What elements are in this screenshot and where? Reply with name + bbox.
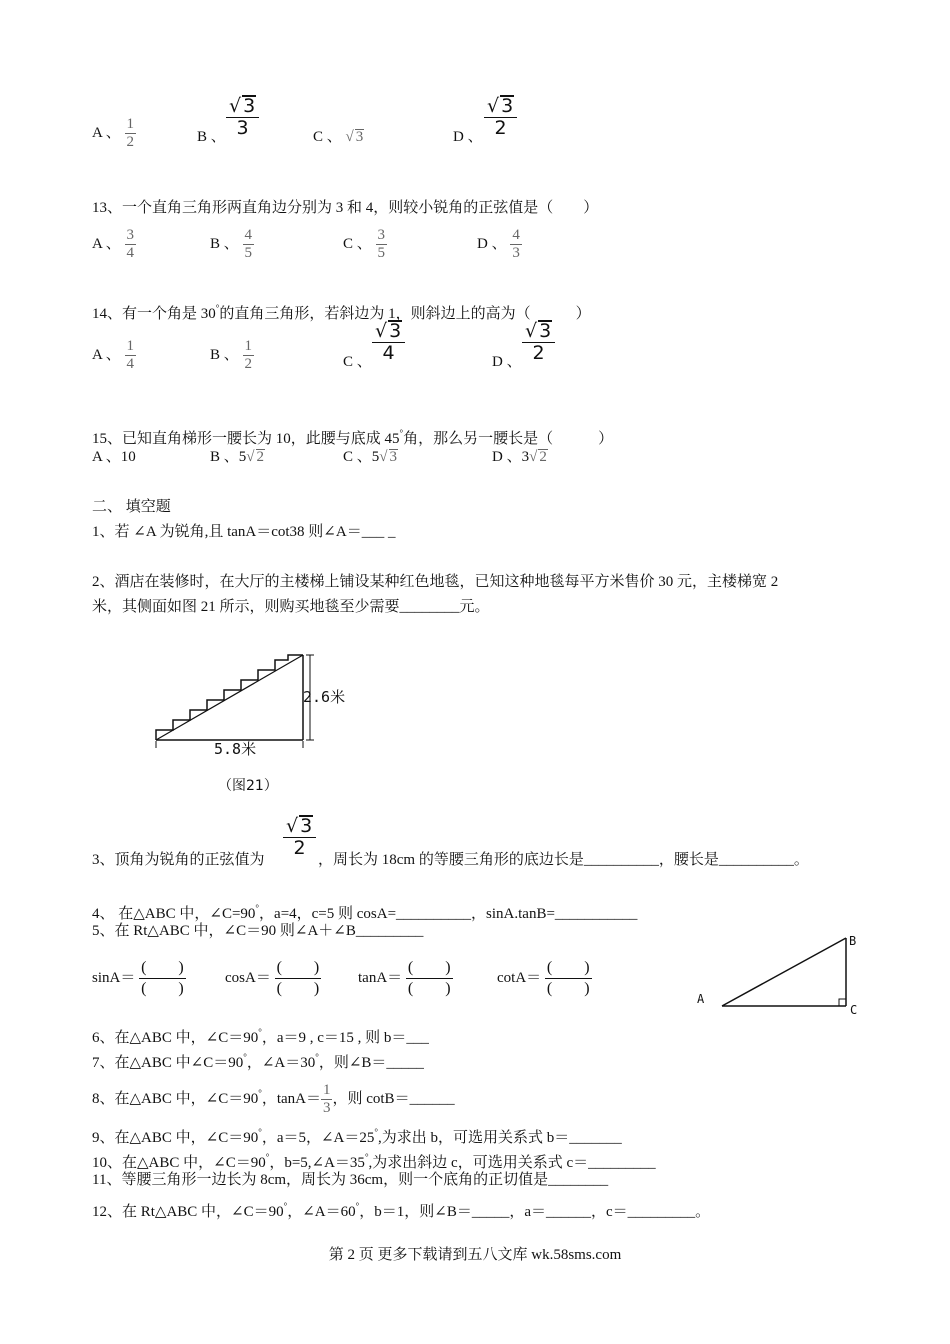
figure-base-label: 5.8米 (214, 740, 257, 758)
fill-8: 8、在△ABC 中，∠C＝90°，tanA＝ $\frac{1}{3}$ ，则 cotB＝______ (92, 1082, 455, 1117)
fill-4: 4、 在△ABC 中，∠C=90°，a=4，c=5 则 cosA=__________，sinA.tanB=___________ (92, 903, 638, 922)
fill-3-post: ，周长为 18cm 的等腰三角形的底边长是__________，腰长是__________。 (318, 852, 809, 868)
q12-option-c: C 、 √ 3 (313, 129, 364, 145)
fill-9: 9、在△ABC 中，∠C＝90°，a＝5，∠A＝25°,为求出 b，可选用关系式 b＝_______ (92, 1127, 622, 1146)
figure-height-label: 2.6米 (303, 688, 346, 706)
page-footer: 第 2 页 更多下载请到五八文库 wk.58sms.com (328, 1247, 622, 1263)
q15-option-b: B 、5√ 2 (210, 449, 264, 465)
fill-5: 5、在 Rt△ABC 中，∠C＝90 则∠A＋∠B_________ (92, 923, 424, 939)
fill-2-line1: 2、酒店在装修时，在大厅的主楼梯上铺设某种红色地毯，已知这种地毯每平方米售价 30 元，主楼梯宽 2 (92, 574, 779, 590)
fill-7: 7、在△ABC 中∠C＝90°，∠A＝30°，则∠B＝_____ (92, 1052, 424, 1071)
q12-a-fraction: $\frac{1}{2}$ (126, 116, 135, 150)
q14-option-b: B 、 $\frac{1}{2}$ (210, 338, 253, 372)
q14-stem: 14、有一个角是 30°的直角三角形，若斜边为 1，则斜边上的高为（ ） (92, 303, 591, 322)
q12-c-radicand: 3 (355, 129, 364, 145)
ratio-cos: cosA＝ ( ) ( ) (225, 959, 320, 998)
ratio-sin: sinA＝ ( ) ( ) (92, 959, 184, 998)
q13-stem: 13、一个直角三角形两直角边分别为 3 和 4，则较小锐角的正弦值是（ ） (92, 200, 599, 216)
fill-11: 11、等腰三角形一边长为 8cm，周长为 36cm，则一个底角的正切值是________ (92, 1172, 609, 1188)
ratio-tan: tanA＝ ( ) ( ) (358, 959, 451, 998)
q15-option-a: A 、10 (92, 449, 136, 465)
fill-3-fraction: $\frac{√ 3}{2}$ (283, 815, 316, 859)
fill-1: 1、若 ∠A 为锐角,且 tanA＝cot38 则∠A＝___ _ (92, 524, 396, 540)
q13-option-a: A 、 $\frac{3}{4}$ (92, 227, 135, 261)
q15-stem: 15、已知直角梯形一腰长为 10，此腰与底成 45°角，那么另一腰长是（ ） (92, 428, 614, 447)
q14-option-a: A 、 $\frac{1}{4}$ (92, 338, 135, 372)
q12-c-label: C 、 (313, 129, 342, 145)
vertex-b-label: B (849, 934, 857, 948)
section-title: 二、 填空题 (92, 499, 171, 515)
q12-b-fraction: $\frac{√ 3}{3}$ (226, 95, 259, 139)
figure-caption: （图21） (218, 778, 278, 794)
q14-d-label: D 、 (492, 354, 522, 370)
q12-d-fraction: $\frac{√ 3}{2}$ (484, 95, 517, 139)
fill-6: 6、在△ABC 中，∠C＝90°，a＝9 , c＝15 , 则 b＝___ (92, 1027, 429, 1046)
q12-b-label: B 、 (197, 129, 226, 145)
q14-d-fraction: $\frac{√ 3}{2}$ (522, 320, 555, 364)
ratio-cot: cotA＝ ( ) ( ) (497, 959, 590, 998)
q13-option-c: C 、 $\frac{3}{5}$ (343, 227, 386, 261)
q14-c-fraction: $\frac{√ 3}{4}$ (372, 320, 405, 364)
q13-option-d: D 、 $\frac{4}{3}$ (477, 227, 520, 261)
vertex-c-label: C (850, 1003, 858, 1017)
fill-10: 10、在△ABC 中，∠C＝90°，b=5,∠A＝35°,为求出斜边 c，可选用关系式 c＝_________ (92, 1152, 656, 1171)
q12-a-label: A 、 (92, 124, 121, 141)
q12-d-label: D 、 (453, 129, 483, 145)
fill-3-pre: 3、顶角为锐角的正弦值为 (92, 852, 265, 868)
right-triangle-figure (715, 930, 855, 1015)
q12-option-a (92, 116, 136, 151)
q13-option-b: B 、 $\frac{4}{5}$ (210, 227, 253, 261)
fill-2-line2: 米，其侧面如图 21 所示，则购买地毯至少需要________元。 (92, 599, 490, 615)
fill-12: 12、在 Rt△ABC 中，∠C＝90°，∠A＝60°，b＝1，则∠B＝_____，a＝______，c＝_________。 (92, 1201, 711, 1220)
vertex-a-label: A (697, 992, 705, 1006)
q14-c-label: C 、 (343, 354, 372, 370)
q15-option-d: D 、3√ 2 (492, 449, 547, 465)
q15-option-c: C 、5√ 3 (343, 449, 397, 465)
